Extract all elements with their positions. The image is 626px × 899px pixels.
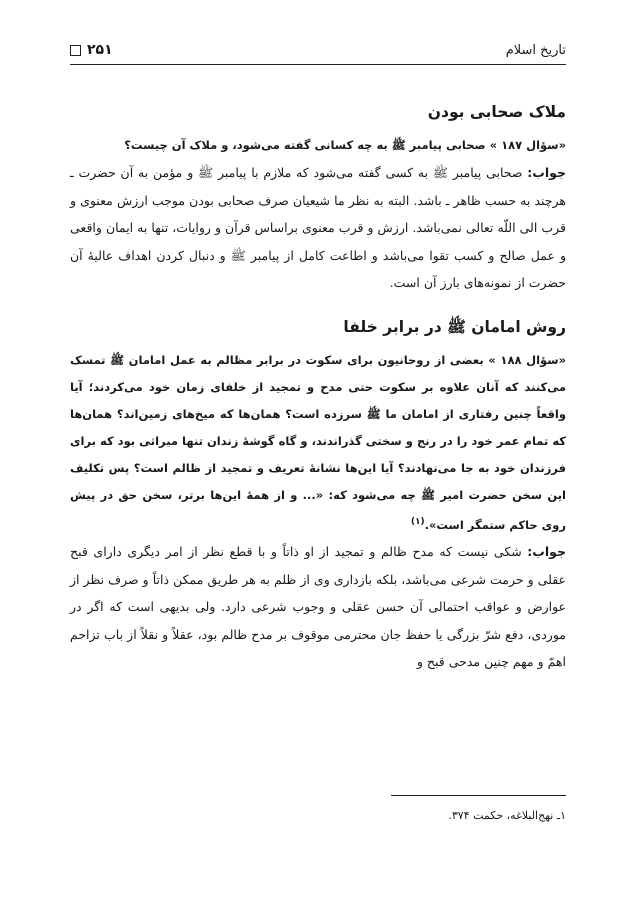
question-text: «سؤال ۱۸۸ » بعضی از روحانیون برای سکوت در برابر مظالم به عمل امامان ﷺ تمسک می‌کنند که آنان علاوه بر سکوت حتی مدح و تمجید از خلفای زمان خود می‌کردند؛ آیا واقعاً چنین رفتاری از امامان ما ﷺ سرزده است؟ همان‌ها که میخ‌های زمین‌اند؟ همان‌ها که تمام عمر خود را در رنج و سختی گذراندند، و گاه گوشهٔ زندان تنها میراثی بود که برای فرزندان خود به جا می‌نهادند؟ آیا این‌ها نشانهٔ تعریف و تمجید از ظالم است؟ پس تکلیف این سخن حضرت امیر ﷺ چه می‌شود که: «... و از همهٔ این‌ها برتر، سخن حق در پیش روی حاکم ستمگر است». <box>70 352 566 532</box>
section-title-companion: ملاک صحابی بودن <box>427 103 566 121</box>
book-title: تاریخ اسلام <box>505 42 566 58</box>
answer-label: جواب: <box>527 165 566 180</box>
section-title-imams: روش امامان ﷺ در برابر خلفا <box>343 317 566 336</box>
footnote-ref: (۱) <box>410 516 425 527</box>
footnote: ۱ـ نهج‌البلاغه، حکمت ۳۷۴. <box>448 809 566 822</box>
question-187: «سؤال ۱۸۷ » صحابی پیامبر ﷺ به چه کسانی گفته می‌شود، و ملاک آن چیست؟ <box>124 138 566 152</box>
answer-text: صحابی پیامبر ﷺ به کسی گفته می‌شود که ملازم با پیامبر ﷺ و مؤمن به آن حضرت ـ هرچند به حسب ظاهر ـ باشد. البته به نظر ما شیعیان صرف صحابی بودن موجب ارزش معنوی و قرب الی اللّه تعالی نمی‌باشد. ارزش و قرب معنوی براساس قرآن و روایات، تنها به ایمان واقعی و عمل صالح و کسب تقوا می‌باشد و اطاعت کامل از پیامبر ﷺ و دنبال کردن اهداف عالیهٔ آن حضرت از نمونه‌های بارز آن است. <box>70 165 566 290</box>
running-header <box>70 38 566 62</box>
page-content <box>70 100 566 676</box>
answer-188 <box>70 538 566 676</box>
square-icon <box>70 45 81 56</box>
page-number: ۲۵۱ <box>87 42 113 58</box>
answer-187 <box>70 159 566 297</box>
question-188 <box>70 347 566 539</box>
footnote-rule <box>391 795 566 796</box>
header-rule <box>70 64 566 65</box>
answer-text: شکی نیست که مدح ظالم و تمجید از او ذاتاً و با قطع نظر از امر دیگری دارای قبح عقلی و حرمت شرعی می‌باشد، بلکه بازداری وی از ظلم به هر طریق ممکن ذاتاً و صرف نظر از عوارض و عواقب احتمالی آن حسن عقلی و وجوب شرعی دارد. ولی بدیهی است که اگر در موردی، دفع شرّ بزرگی یا حفظ جان محترمی موقوف بر مدح ظالم بود، عقلاً و نقلاً از باب تزاحم اهمّ و مهم چنین مدحی قبح و <box>70 544 566 670</box>
answer-label: جواب: <box>527 544 566 560</box>
page-number-group <box>70 42 113 58</box>
